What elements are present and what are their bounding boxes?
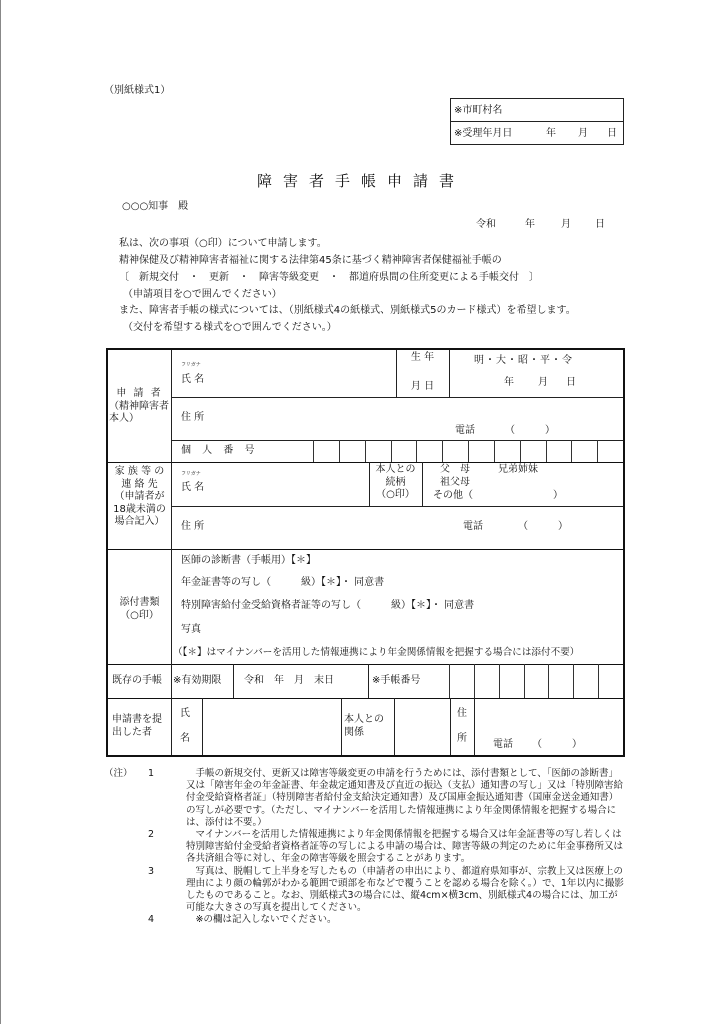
relationship-option-other[interactable]: その他（: [433, 490, 473, 501]
attachment-doctor-certificate[interactable]: 医師の診断書（手帳用）【＊】: [181, 555, 316, 566]
received-day-unit: 日: [607, 128, 617, 139]
personal-number-label: 個 人 番 号: [181, 445, 259, 456]
date-era: 令和: [476, 219, 496, 230]
family-label-line: 場合記入）: [114, 516, 165, 527]
card-number-label: ※手帳番号: [372, 675, 421, 686]
applicant-name-input[interactable]: [218, 355, 388, 393]
note-number: 4: [148, 914, 155, 926]
personal-number-digit-box[interactable]: [442, 440, 468, 462]
family-label-line: 連 絡 先: [121, 478, 158, 490]
date-year-unit: 年: [525, 219, 535, 230]
date-month-unit: 月: [561, 219, 571, 230]
personal-number-digit-box[interactable]: [597, 440, 623, 462]
received-date-label: ※受理年月日: [454, 128, 513, 139]
family-label-line: 家 族 等 の: [114, 466, 165, 477]
submitter-relationship-line: 関係: [344, 726, 364, 738]
applicant-section-label: [108, 388, 171, 426]
municipality-field[interactable]: [451, 99, 623, 122]
card-number-digit-box[interactable]: [573, 664, 598, 698]
card-number-digit-box[interactable]: [598, 664, 623, 698]
note-item: [104, 866, 624, 915]
expiry-value[interactable]: 令和 年 月 末日: [244, 675, 334, 686]
notes-header: （注）: [104, 768, 133, 779]
attachments-footnote: （【＊】はマイナンバーを活用した情報連携により年金関係情報を把握する場合には添付不要）: [173, 647, 580, 658]
card-number-digit-box[interactable]: [474, 664, 499, 698]
birth-era-options[interactable]: 明・大・昭・平・令: [474, 355, 573, 366]
page-edge: [0, 0, 1, 1024]
existing-card-label: 既存の手帳: [112, 675, 162, 686]
relationship-label-line: （○印）: [376, 489, 415, 500]
applicant-label-main: 申 請 者: [116, 388, 163, 399]
card-number-digit-box[interactable]: [524, 664, 549, 698]
relationship-option-grandparents[interactable]: 祖父母: [440, 477, 470, 488]
attachment-pension-certificate[interactable]: 年金証書等の写し（ 級）【＊】・ 同意書: [181, 577, 385, 588]
personal-number-digit-box[interactable]: [365, 440, 391, 462]
birth-day-unit: 日: [566, 377, 576, 388]
note-item: [104, 914, 624, 926]
intro-line-1: 私は、次の事項（○印）について申請します。: [119, 238, 327, 249]
note-item: [104, 829, 624, 866]
form-id: （別紙様式1）: [104, 85, 171, 96]
relationship-label-line: 本人との: [375, 464, 416, 475]
personal-number-digit-box[interactable]: [339, 440, 365, 462]
family-phone-label: 電話: [463, 521, 483, 532]
submitter-name-label-2: 名: [180, 733, 190, 744]
personal-number-digit-box[interactable]: [546, 440, 572, 462]
expiry-label: ※有効期限: [173, 675, 222, 686]
family-section-label: [108, 466, 171, 529]
application-form-table: [106, 348, 625, 757]
page-title: 障害者手帳申請書: [256, 172, 465, 191]
personal-number-digit-box[interactable]: [494, 440, 520, 462]
application-type-note: （申請項目を○で囲んでください）: [123, 289, 282, 300]
municipality-label: ※市町村名: [454, 105, 503, 116]
attachment-special-benefit-certificate[interactable]: 特別障害給付金受給資格者証等の写し（ 級）【＊】・ 同意書: [181, 600, 475, 611]
submitter-label: [112, 714, 162, 739]
submitter-address-label-1: 住: [457, 708, 467, 719]
personal-number-digit-box[interactable]: [468, 440, 494, 462]
submitter-phone-label: 電話: [493, 739, 513, 750]
applicant-name-label: 氏 名: [181, 374, 205, 385]
relationship-option-parents[interactable]: 父 母: [440, 464, 470, 475]
intro-line-2: 精神保健及び精神障害者福祉に関する法律第45条に基づく精神障害者保健福祉手帳の: [119, 255, 502, 266]
relationship-label-line: 続柄: [385, 476, 406, 488]
family-label-line: （申請者が: [114, 491, 165, 502]
note-item: [104, 768, 624, 829]
submitter-label-line: 出した者: [112, 726, 152, 738]
relationship-other-close: ）: [553, 490, 563, 501]
personal-number-digit-box[interactable]: [520, 440, 546, 462]
applicant-address-label: 住 所: [181, 412, 205, 423]
applicant-phone-label: 電話: [455, 425, 475, 436]
addressee: ○○○知事 殿: [122, 201, 189, 212]
applicant-furigana-label: フリガナ: [181, 362, 201, 368]
application-type-options[interactable]: 〔 新規交付 ・ 更新 ・ 障害等級変更 ・ 都道府県間の住所変更による手帳交付 〕: [119, 272, 539, 283]
family-label-line: 18歳未満の: [113, 503, 166, 515]
note-number: 3: [148, 865, 155, 877]
received-month-unit: 月: [578, 128, 588, 139]
submitter-relationship-line: 本人との: [344, 714, 384, 725]
note-text: ※の欄は記入しないでください。: [186, 914, 337, 926]
card-format-line[interactable]: また、障害者手帳の様式については、（別紙様式4の紙様式、別紙様式5のカード様式）を希望します。: [119, 305, 576, 316]
submitter-name-input[interactable]: [204, 700, 339, 755]
note-text: 写真は、脱帽して上半身を写したもの（申請者の申出により、都道府県知事が、宗教上又は医療上の理由により顔の輪郭がわかる範囲で頭部を布などで覆うことを認める場合を除く。）で、1年以内に撮影したものであること。なお、別紙様式3の場合には、縦4cm×横3cm、別紙様式4の場合には、加工が可能な大きさの写真を提出してください。: [186, 865, 624, 914]
card-number-digit-box[interactable]: [449, 664, 474, 698]
family-phone-input[interactable]: （ ）: [518, 521, 568, 532]
card-format-note: （交付を希望する様式を○で囲んでください。）: [123, 322, 337, 333]
submitter-label-line: 申請書を提: [112, 714, 162, 725]
date-day-unit: 日: [595, 219, 605, 230]
family-name-label: 氏 名: [181, 482, 205, 493]
card-number-digit-box[interactable]: [548, 664, 573, 698]
relationship-option-siblings[interactable]: 兄弟姉妹: [498, 464, 538, 475]
birth-label-bottom: 月 日: [410, 381, 435, 392]
applicant-phone-input[interactable]: （ ）: [505, 425, 555, 436]
attachment-photo[interactable]: 写真: [181, 624, 201, 635]
office-use-box: [450, 98, 624, 145]
personal-number-digit-box[interactable]: [416, 440, 442, 462]
personal-number-digit-box[interactable]: [313, 440, 339, 462]
birth-label-top: 生 年: [410, 352, 435, 363]
note-number: 2: [148, 829, 155, 841]
family-address-label: 住 所: [181, 521, 205, 532]
family-relationship-label: [369, 464, 422, 502]
applicant-label-sub: （精神障害者本人）: [109, 400, 169, 424]
personal-number-digit-box[interactable]: [571, 440, 597, 462]
note-text: マイナンバーを活用した情報連携により年金関係情報を把握する場合又は年金証書等の写し若しくは特別障害給付金受給者資格者証等の写しによる申請の場合は、障害等級の判定のために年金事務所又は各共済組合等に対し、年金の障害等級を照会することがあります。: [186, 829, 624, 865]
note-text: 手帳の新規交付、更新又は障害等級変更の申請を行うためには、添付書類として、「医師の診断書」又は「障害年金の年金証書、年金裁定通知書及び直近の振込（支払）通知書の写し」又は「特別障害給付金受給資格者証」（特別障害者給付金支給決定通知書）及び国庫金振込通知書（国庫金送金通知書）の写しが必要です。（ただし、マイナンバーを活用した情報連携により年金関係情報を把握する場合には、添付は不要。）: [186, 768, 624, 828]
birth-year-unit: 年: [504, 377, 514, 388]
attachments-label: [108, 597, 171, 622]
received-year-unit: 年: [546, 128, 556, 139]
note-number: 1: [148, 768, 155, 779]
submitter-phone-input[interactable]: （ ）: [532, 739, 582, 750]
attachments-label-line: 添付書類: [119, 597, 160, 608]
family-furigana-label: フリガナ: [181, 471, 201, 477]
submitter-address-input[interactable]: [476, 700, 622, 734]
birth-month-unit: 月: [538, 377, 548, 388]
submitter-address-label-2: 所: [457, 733, 467, 744]
notes-section: [104, 768, 624, 927]
submitter-relationship-input[interactable]: [396, 700, 448, 755]
card-number-digit-box[interactable]: [499, 664, 524, 698]
personal-number-digit-box[interactable]: [391, 440, 417, 462]
submitter-name-label-1: 氏: [180, 708, 190, 719]
attachments-label-line: （○印）: [120, 609, 159, 621]
submitter-relationship-label: [344, 714, 384, 739]
received-date-field[interactable]: [451, 122, 623, 145]
family-name-input[interactable]: [218, 466, 363, 504]
